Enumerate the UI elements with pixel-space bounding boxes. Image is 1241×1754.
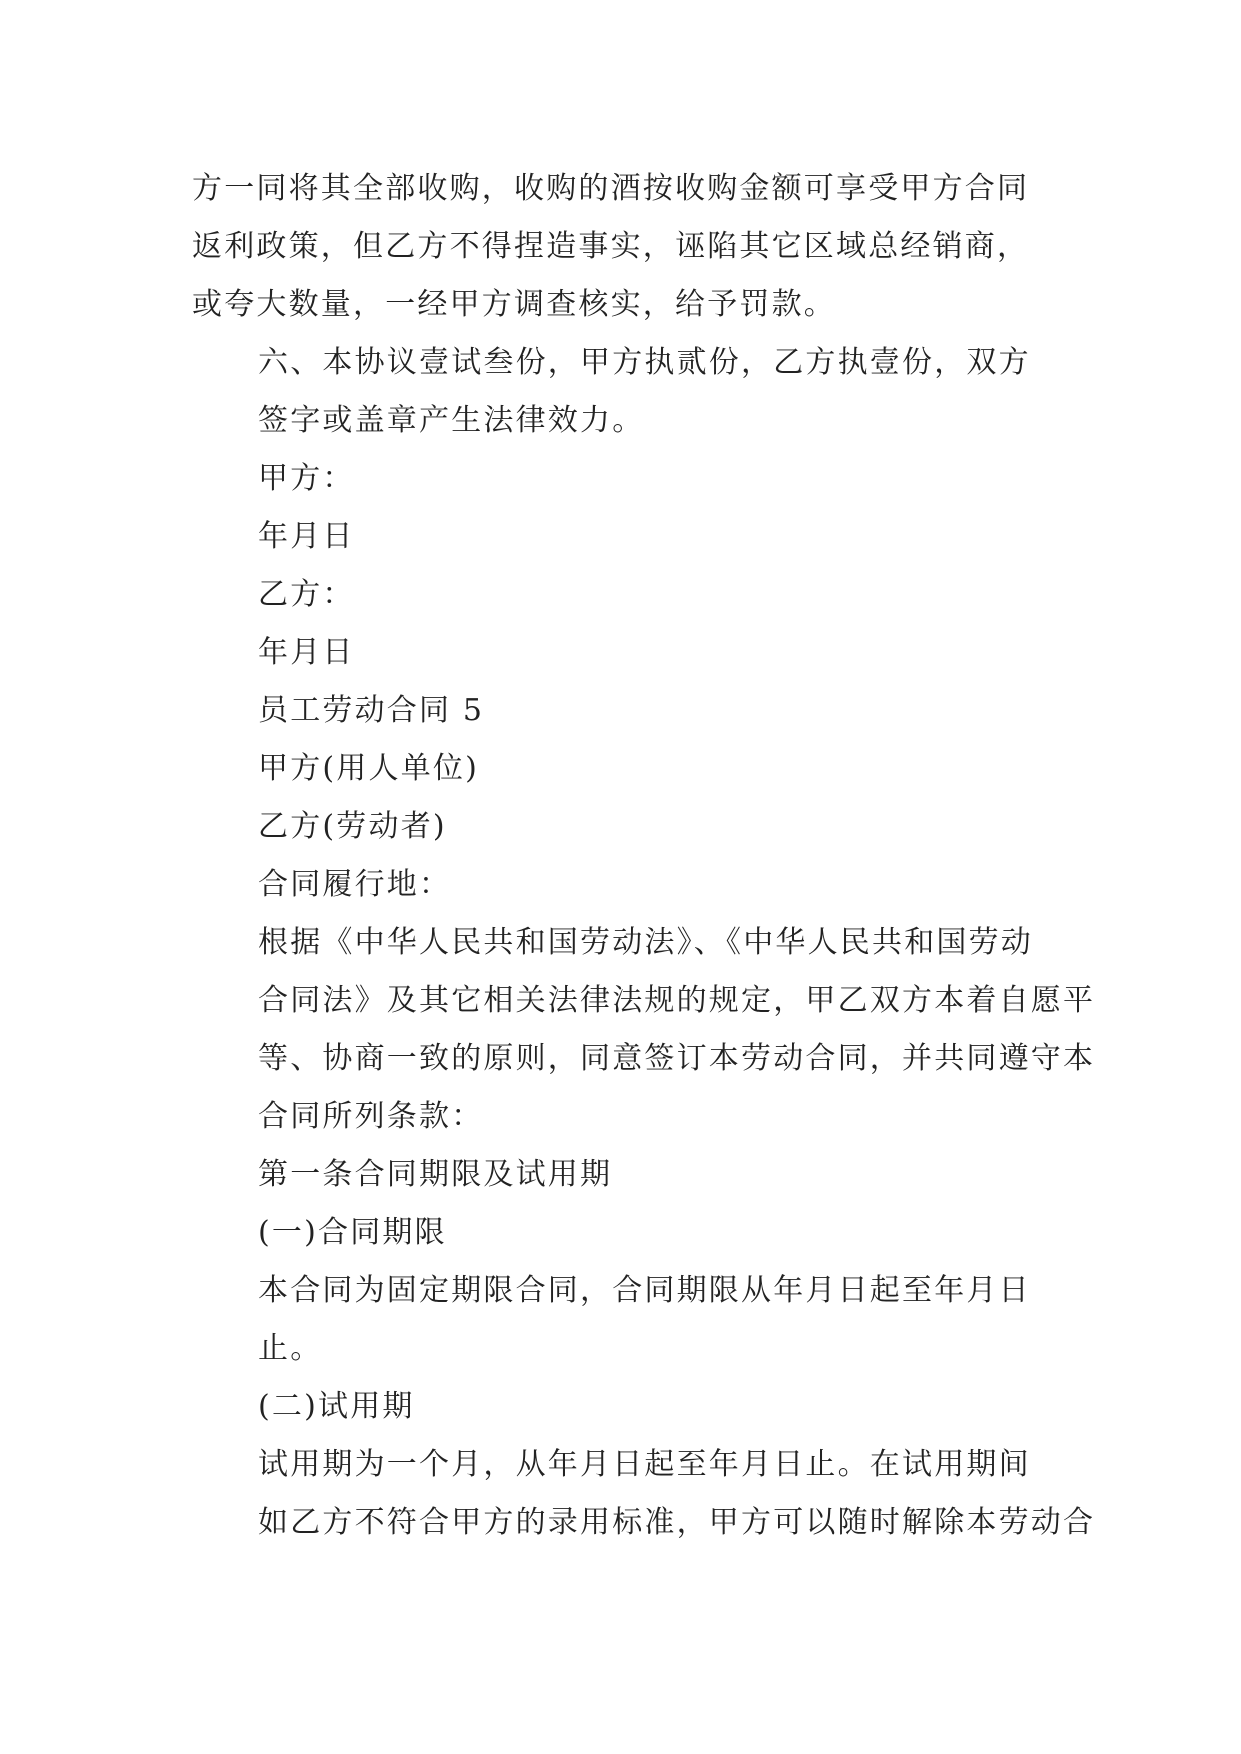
paragraph bbox=[192, 1204, 1072, 1262]
paragraph bbox=[192, 334, 1072, 450]
document-body bbox=[192, 160, 1096, 1552]
text-line: 乙方(劳动者) bbox=[258, 809, 447, 844]
text-line: 甲方(用人单位) bbox=[258, 751, 480, 786]
text-line: 合同法》及其它相关法律法规的规定，甲乙双方本着自愿平 bbox=[258, 983, 1096, 1018]
paragraph bbox=[192, 450, 1072, 508]
paragraph bbox=[192, 1436, 1096, 1552]
paragraph bbox=[192, 682, 1072, 740]
text-line: 年月日 bbox=[258, 519, 355, 554]
text-line: 第一条合同期限及试用期 bbox=[258, 1157, 613, 1192]
paragraph bbox=[192, 160, 1072, 334]
paragraph bbox=[192, 1262, 1072, 1378]
paragraph bbox=[192, 1378, 1072, 1436]
text-line: 年月日 bbox=[258, 635, 355, 670]
text-line: 合同履行地： bbox=[258, 867, 452, 902]
text-line: 本合同为固定期限合同，合同期限从年月日起至年月日 bbox=[258, 1273, 1031, 1308]
text-line: 止。 bbox=[258, 1331, 323, 1366]
text-line: 甲方： bbox=[258, 461, 355, 496]
text-line: (二)试用期 bbox=[258, 1389, 415, 1424]
text-line: 合同所列条款： bbox=[258, 1099, 484, 1134]
paragraph bbox=[192, 856, 1072, 914]
paragraph bbox=[192, 624, 1072, 682]
paragraph bbox=[192, 914, 1096, 1146]
text-line: 员工劳动合同 5 bbox=[258, 693, 485, 728]
paragraph bbox=[192, 740, 1072, 798]
text-line: 方一同将其全部收购，收购的酒按收购金额可享受甲方合同 bbox=[192, 171, 1030, 206]
paragraph bbox=[192, 798, 1072, 856]
text-line: 试用期为一个月，从年月日起至年月日止。在试用期间 bbox=[258, 1447, 1031, 1482]
text-line: (一)合同期限 bbox=[258, 1215, 447, 1250]
text-line: 返利政策，但乙方不得捏造事实，诬陷其它区域总经销商， bbox=[192, 229, 1030, 264]
paragraph bbox=[192, 1146, 1072, 1204]
text-line: 等、协商一致的原则，同意签订本劳动合同，并共同遵守本 bbox=[258, 1041, 1096, 1076]
text-line: 签字或盖章产生法律效力。 bbox=[258, 403, 645, 438]
paragraph bbox=[192, 566, 1072, 624]
text-line: 六、本协议壹试叁份，甲方执贰份，乙方执壹份，双方 bbox=[258, 345, 1031, 380]
text-line: 或夸大数量，一经甲方调查核实，给予罚款。 bbox=[192, 287, 836, 322]
text-line: 根据《中华人民共和国劳动法》、《中华人民共和国劳动 bbox=[258, 925, 1033, 960]
text-line: 乙方： bbox=[258, 577, 355, 612]
text-line: 如乙方不符合甲方的录用标准，甲方可以随时解除本劳动合 bbox=[258, 1505, 1096, 1540]
paragraph bbox=[192, 508, 1072, 566]
